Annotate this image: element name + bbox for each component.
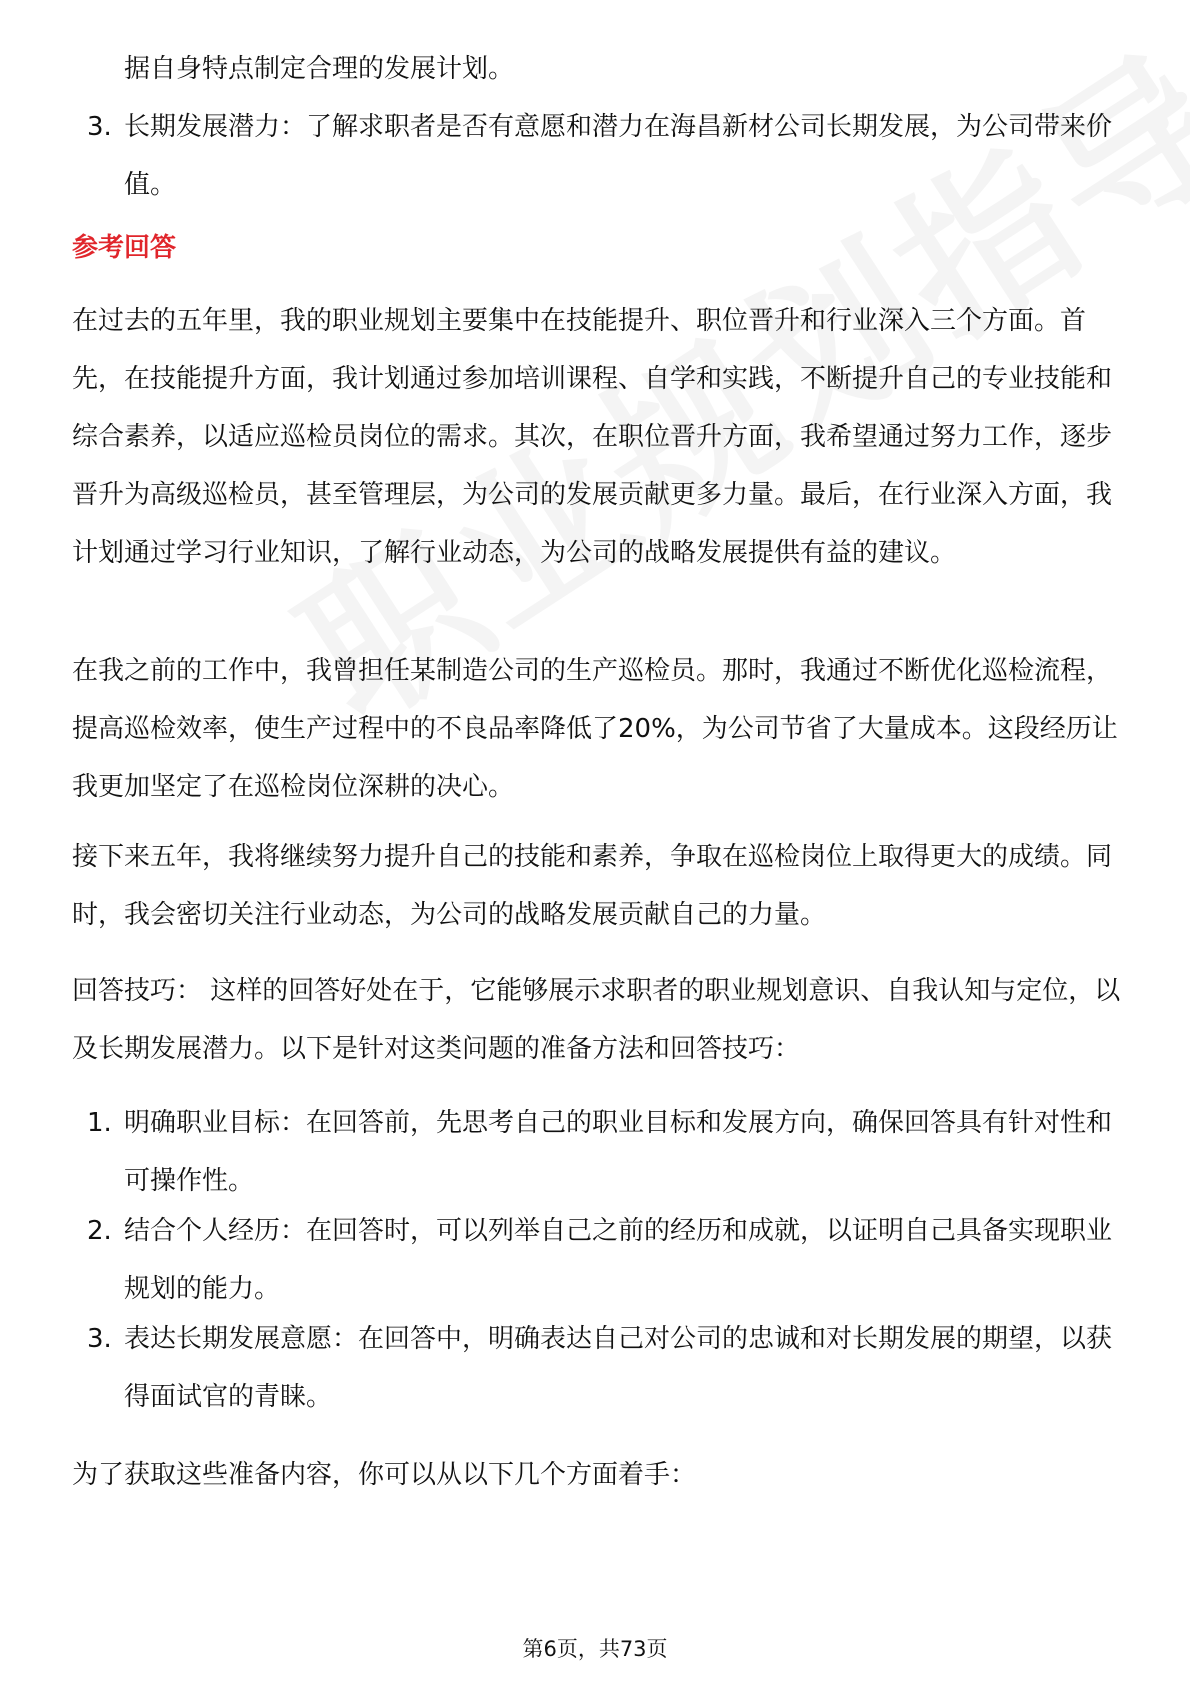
tip-item-3 — [72, 1310, 1128, 1426]
continuation-text: 据自身特点制定合理的发展计划。 — [124, 54, 515, 84]
closing-paragraph: 为了获取这些准备内容，你可以从以下几个方面着手： — [72, 1460, 697, 1490]
list-number: 1. — [87, 1108, 112, 1138]
tip-item-2 — [72, 1202, 1128, 1318]
list-number: 2. — [87, 1216, 112, 1246]
list-number: 3. — [87, 112, 112, 142]
list-text: 结合个人经历：在回答时，可以列举自己之前的经历和成就，以证明自己具备实现职业规划的能力。 — [124, 1216, 1113, 1304]
answer-paragraph-2: 在我之前的工作中，我曾担任某制造公司的生产巡检员。那时，我通过不断优化巡检流程，提高巡检效率，使生产过程中的不良品率降低了20%，为公司节省了大量成本。这段经历让我更加坚定了在巡检岗位深耕的决心。 — [72, 656, 1118, 802]
list-text: 明确职业目标：在回答前，先思考自己的职业目标和发展方向，确保回答具有针对性和可操作性。 — [124, 1108, 1113, 1196]
tip-item-1 — [72, 1094, 1128, 1210]
list-text: 表达长期发展意愿：在回答中，明确表达自己对公司的忠诚和对长期发展的期望，以获得面试官的青睐。 — [124, 1324, 1113, 1412]
answer-paragraph-3: 接下来五年，我将继续努力提升自己的技能和素养，争取在巡检岗位上取得更大的成绩。同时，我会密切关注行业动态，为公司的战略发展贡献自己的力量。 — [72, 842, 1113, 930]
tips-intro-paragraph: 回答技巧： 这样的回答好处在于，它能够展示求职者的职业规划意识、自我认知与定位，以及长期发展潜力。以下是针对这类问题的准备方法和回答技巧： — [72, 976, 1121, 1064]
answer-paragraph-1: 在过去的五年里，我的职业规划主要集中在技能提升、职位晋升和行业深入三个方面。首先，在技能提升方面，我计划通过参加培训课程、自学和实践，不断提升自己的专业技能和综合素养，以适应巡检员岗位的需求。其次，在职位晋升方面，我希望通过努力工作，逐步晋升为高级巡检员，甚至管理层，为公司的发展贡献更多力量。最后，在行业深入方面，我计划通过学习行业知识，了解行业动态，为公司的战略发展提供有益的建议。 — [72, 306, 1113, 568]
list-text: 长期发展潜力：了解求职者是否有意愿和潜力在海昌新材公司长期发展，为公司带来价值。 — [124, 112, 1113, 200]
list-number: 3. — [87, 1324, 112, 1354]
list-item-top-3 — [72, 98, 1128, 214]
reference-answer-heading: 参考回答 — [72, 233, 177, 263]
page-number-footer: 第6页，共73页 — [522, 1637, 668, 1661]
